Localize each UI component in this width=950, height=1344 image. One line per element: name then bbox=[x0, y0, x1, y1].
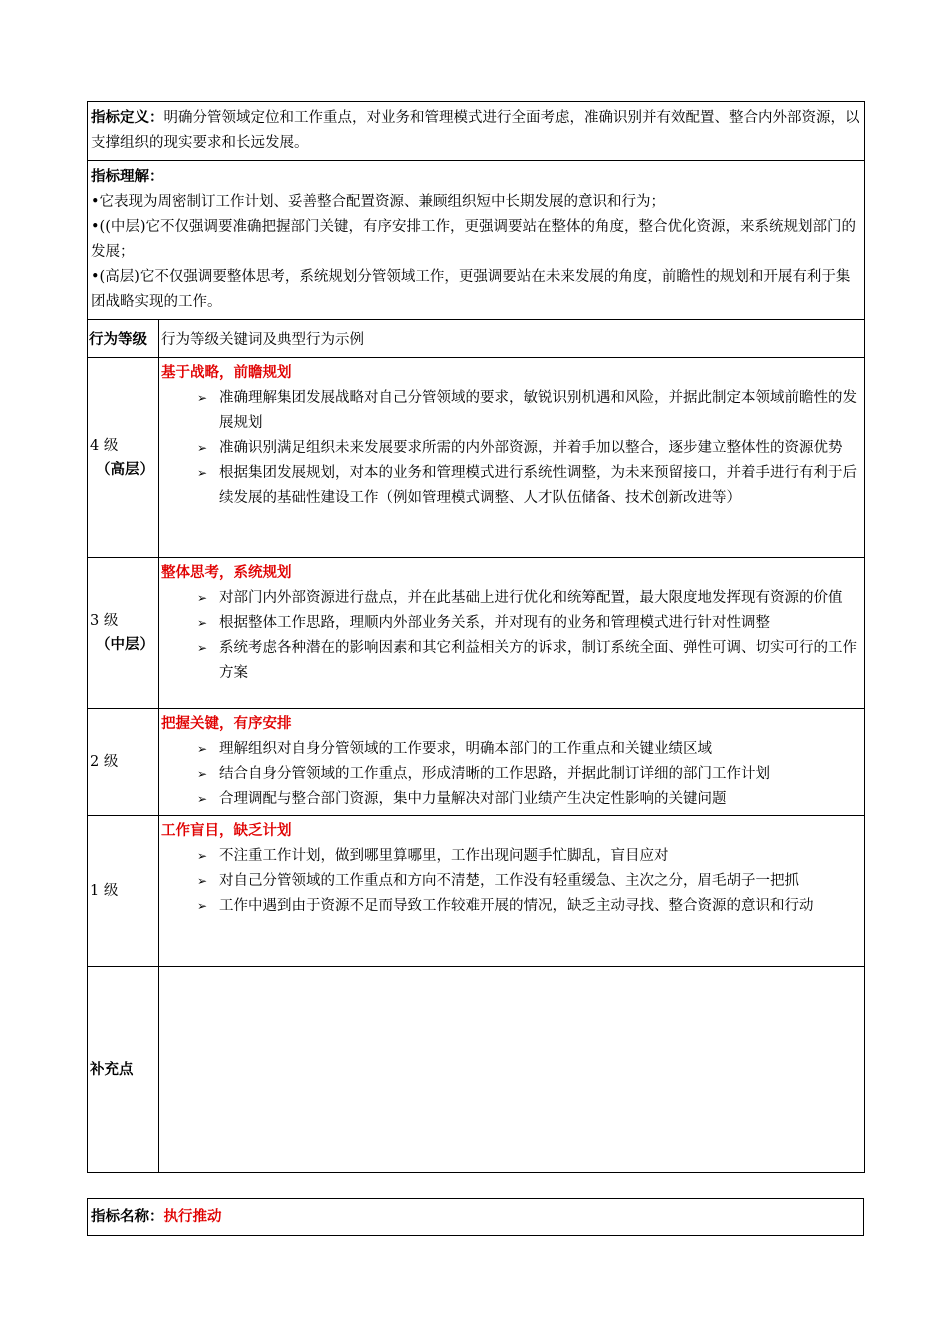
understanding-line: •((中层)它不仅强调要准确把握部门关键，有序安排工作，更强调要站在整体的角度，整合优化资源，来系统规划部门的发展； bbox=[91, 219, 857, 260]
level-row-1 bbox=[88, 816, 865, 967]
behavior-item bbox=[161, 461, 860, 511]
level-title: 整体思考，系统规划 bbox=[161, 565, 292, 581]
arrow-bullet-icon: ➢ bbox=[196, 899, 207, 913]
level-title: 工作盲目，缺乏计划 bbox=[161, 823, 292, 839]
competency-table bbox=[87, 101, 865, 1173]
competency-document bbox=[87, 101, 864, 1236]
level-title: 把握关键，有序安排 bbox=[161, 716, 292, 732]
behavior-item bbox=[161, 386, 860, 436]
level-cell bbox=[88, 358, 159, 558]
level-content bbox=[159, 558, 865, 709]
behavior-item bbox=[161, 436, 860, 461]
behavior-item bbox=[161, 737, 860, 762]
behavior-item bbox=[161, 787, 860, 812]
understanding-line: •(高层)它不仅强调要整体思考，系统规划分管领域工作，更强调要站在未来发展的角度，前瞻性的规划和开展有利于集团战略实现的工作。 bbox=[91, 269, 851, 310]
level-name: 2 级 bbox=[90, 754, 119, 770]
arrow-bullet-icon: ➢ bbox=[196, 742, 207, 756]
level-name: 1 级 bbox=[90, 883, 119, 899]
definition-cell bbox=[88, 102, 865, 161]
understanding-cell bbox=[88, 161, 865, 320]
level-content bbox=[159, 816, 865, 967]
next-indicator-cell bbox=[88, 1199, 864, 1236]
behavior-text: 不注重工作计划，做到哪里算哪里，工作出现问题手忙脚乱，盲目应对 bbox=[219, 848, 669, 864]
next-indicator-value: 执行推动 bbox=[163, 1209, 222, 1225]
table-gap bbox=[87, 1173, 864, 1198]
level-sub: （中层） bbox=[96, 637, 154, 653]
behavior-text: 对部门内外部资源进行盘点，并在此基础上进行优化和统筹配置，最大限度地发挥现有资源的价值 bbox=[219, 590, 843, 606]
level-cell bbox=[88, 709, 159, 816]
level-title: 基于战略，前瞻规划 bbox=[161, 365, 292, 381]
level-row-2 bbox=[88, 709, 865, 816]
level-sub: （高层） bbox=[96, 461, 154, 478]
behavior-item bbox=[161, 894, 860, 919]
behavior-item bbox=[161, 586, 860, 611]
next-indicator-label: 指标名称： bbox=[91, 1209, 164, 1225]
behavior-text: 合理调配与整合部门资源，集中力量解决对部门业绩产生决定性影响的关键问题 bbox=[219, 791, 727, 807]
behavior-text: 结合自身分管领域的工作重点，形成清晰的工作思路，并据此制订详细的部门工作计划 bbox=[219, 766, 770, 782]
behavior-item bbox=[161, 762, 860, 787]
understanding-line: •它表现为周密制订工作计划、妥善整合配置资源、兼顾组织短中长期发展的意识和行为； bbox=[91, 194, 666, 210]
next-indicator-table bbox=[87, 1198, 864, 1236]
supplement-content bbox=[159, 967, 865, 1173]
level-cell bbox=[88, 816, 159, 967]
level-content bbox=[159, 358, 865, 558]
level-cell bbox=[88, 558, 159, 709]
arrow-bullet-icon: ➢ bbox=[196, 616, 207, 630]
arrow-bullet-icon: ➢ bbox=[196, 792, 207, 806]
arrow-bullet-icon: ➢ bbox=[196, 591, 207, 605]
header-level-col: 行为等级 bbox=[88, 320, 159, 358]
level-row-4 bbox=[88, 358, 865, 558]
arrow-bullet-icon: ➢ bbox=[196, 874, 207, 888]
level-row-3 bbox=[88, 558, 865, 709]
arrow-bullet-icon: ➢ bbox=[196, 441, 207, 455]
supplement-row bbox=[88, 967, 865, 1173]
arrow-bullet-icon: ➢ bbox=[196, 466, 207, 480]
header-desc-col: 行为等级关键词及典型行为示例 bbox=[159, 320, 865, 358]
definition-text: 明确分管领域定位和工作重点，对业务和管理模式进行全面考虑，准确识别并有效配置、整合内外部资源，以支撑组织的现实要求和长远发展。 bbox=[91, 110, 860, 151]
behavior-text: 根据集团发展规划，对本的业务和管理模式进行系统性调整，为未来预留接口，并着手进行有利于后续发展的基础性建设工作（例如管理模式调整、人才队伍储备、技术创新改进等） bbox=[219, 465, 857, 506]
behavior-text: 系统考虑各种潜在的影响因素和其它利益相关方的诉求，制订系统全面、弹性可调、切实可行的工作方案 bbox=[219, 640, 857, 681]
level-name: 3 级 bbox=[90, 613, 119, 629]
definition-label: 指标定义： bbox=[91, 110, 164, 126]
behavior-text: 对自己分管领域的工作重点和方向不清楚，工作没有轻重缓急、主次之分，眉毛胡子一把抓 bbox=[219, 873, 799, 889]
behavior-text: 理解组织对自身分管领域的工作要求，明确本部门的工作重点和关键业绩区域 bbox=[219, 741, 712, 757]
arrow-bullet-icon: ➢ bbox=[196, 767, 207, 781]
behavior-text: 准确识别满足组织未来发展要求所需的内外部资源，并着手加以整合，逐步建立整体性的资源优势 bbox=[219, 440, 843, 456]
arrow-bullet-icon: ➢ bbox=[196, 849, 207, 863]
behavior-text: 工作中遇到由于资源不足而导致工作较难开展的情况，缺乏主动寻找、整合资源的意识和行动 bbox=[219, 898, 814, 914]
behavior-text: 准确理解集团发展战略对自己分管领域的要求，敏锐识别机遇和风险，并据此制定本领域前瞻性的发展规划 bbox=[219, 390, 857, 431]
arrow-bullet-icon: ➢ bbox=[196, 391, 207, 405]
behavior-text: 根据整体工作思路，理顺内外部业务关系，并对现有的业务和管理模式进行针对性调整 bbox=[219, 615, 770, 631]
behavior-item bbox=[161, 869, 860, 894]
arrow-bullet-icon: ➢ bbox=[196, 641, 207, 655]
behavior-item bbox=[161, 611, 860, 636]
supplement-label: 补充点 bbox=[88, 967, 159, 1173]
behavior-item bbox=[161, 636, 860, 686]
behavior-item bbox=[161, 844, 860, 869]
understanding-label: 指标理解： bbox=[91, 169, 164, 185]
level-content bbox=[159, 709, 865, 816]
level-name: 4 级 bbox=[90, 437, 119, 454]
